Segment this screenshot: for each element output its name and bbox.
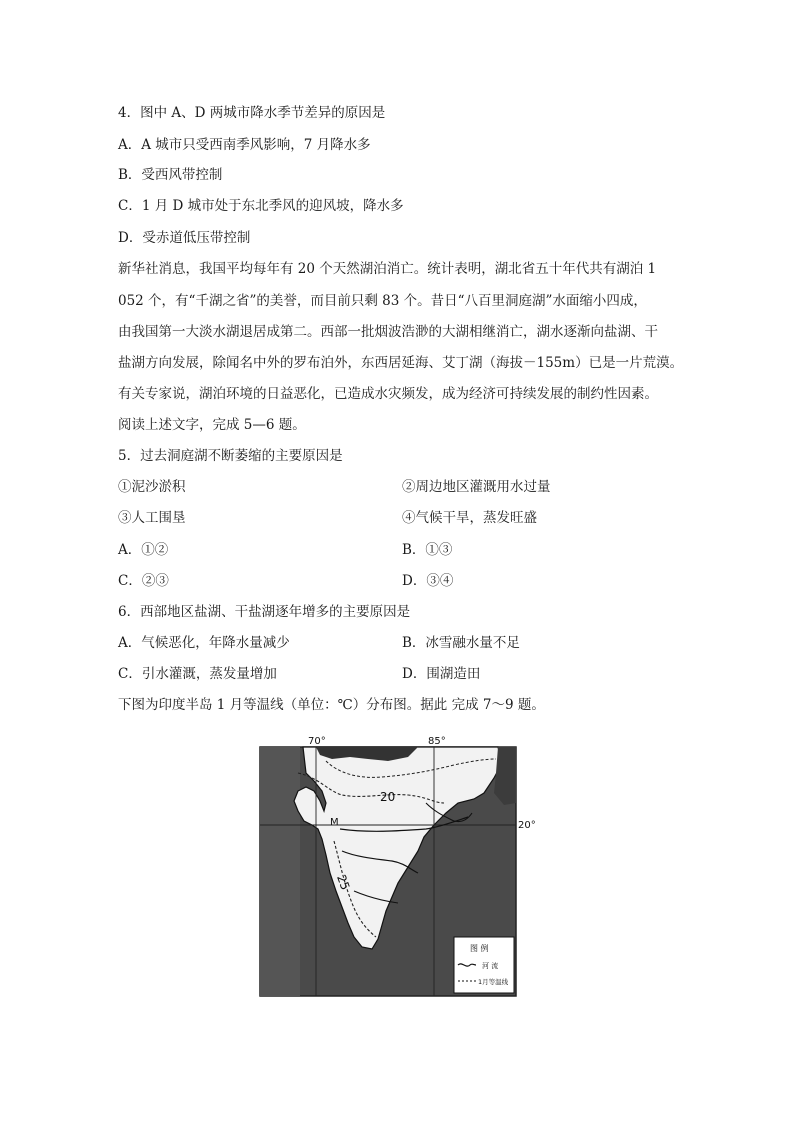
legend-river-label: 河 流 [482, 962, 499, 970]
passage-line: 有关专家说，湖泊环境的日益恶化，已造成水灾频发，成为经济可持续发展的制约性因素。 [118, 386, 658, 402]
legend-isotherm-label: 1月等温线 [478, 978, 509, 986]
map-svg [258, 733, 536, 998]
q5-choice-2: ②周边地区灌溉用水过量 [402, 479, 551, 495]
q4-option-b: B．受西风带控制 [118, 167, 223, 183]
label-lon-70: 70° [308, 736, 326, 747]
india-isotherm-map [258, 733, 536, 998]
passage-line: 新华社消息，我国平均每年有 20 个天然湖泊消亡。统计表明，湖北省五十年代共有湖泊 1 [118, 261, 657, 277]
q7-intro: 下图为印度半岛 1 月等温线（单位：℃）分布图。据此 完成 7～9 题。 [118, 697, 545, 713]
passage-line: 阅读上述文字，完成 5—6 题。 [118, 417, 306, 433]
q5-choice-3: ③人工围垦 [118, 510, 186, 526]
q5-option-b: B．①③ [402, 542, 453, 558]
q5-option-d: D．③④ [402, 573, 454, 589]
passage-line: 盐湖方向发展，除闻名中外的罗布泊外，东西居延海、艾丁湖（海拔－155m）已是一片荒漠。 [118, 355, 684, 371]
passage-line: 052 个，有“千湖之省”的美誉，而目前只剩 83 个。昔日“八百里洞庭湖”水面缩小四成， [118, 293, 647, 309]
q6-option-d: D．围湖造田 [402, 666, 481, 682]
q4-option-a: A．A 城市只受西南季风影响，7 月降水多 [118, 137, 371, 153]
q4-option-c: C．1 月 D 城市处于东北季风的迎风坡，降水多 [118, 198, 404, 214]
q5-option-a: A．①② [118, 542, 169, 558]
q6-option-c: C．引水灌溉，蒸发量增加 [118, 666, 277, 682]
label-lon-85: 85° [428, 736, 446, 747]
passage-line: 由我国第一大淡水湖退居成第二。西部一批烟波浩渺的大湖相继消亡，湖水逐渐向盐湖、干 [118, 324, 658, 340]
q5-choice-1: ①泥沙淤积 [118, 479, 186, 495]
legend-title: 图 例 [470, 944, 489, 953]
q5-choice-4: ④气候干旱，蒸发旺盛 [402, 510, 537, 526]
label-isotherm-25: 25 [334, 872, 353, 892]
q6-option-b: B．冰雪融水量不足 [402, 635, 520, 651]
q4-stem: 4．图中 A、D 两城市降水季节差异的原因是 [118, 105, 386, 121]
q5-option-c: C．②③ [118, 573, 169, 589]
q4-option-d: D．受赤道低压带控制 [118, 230, 251, 246]
q6-stem: 6．西部地区盐湖、干盐湖逐年增多的主要原因是 [118, 604, 411, 620]
q5-stem: 5．过去洞庭湖不断萎缩的主要原因是 [118, 448, 343, 464]
label-isotherm-20: 20 [380, 790, 396, 804]
label-point-m: M [330, 817, 339, 828]
sea-west-shade [260, 747, 300, 996]
label-lat-20: 20° [518, 820, 536, 831]
q6-option-a: A．气候恶化，年降水量减少 [118, 635, 290, 651]
